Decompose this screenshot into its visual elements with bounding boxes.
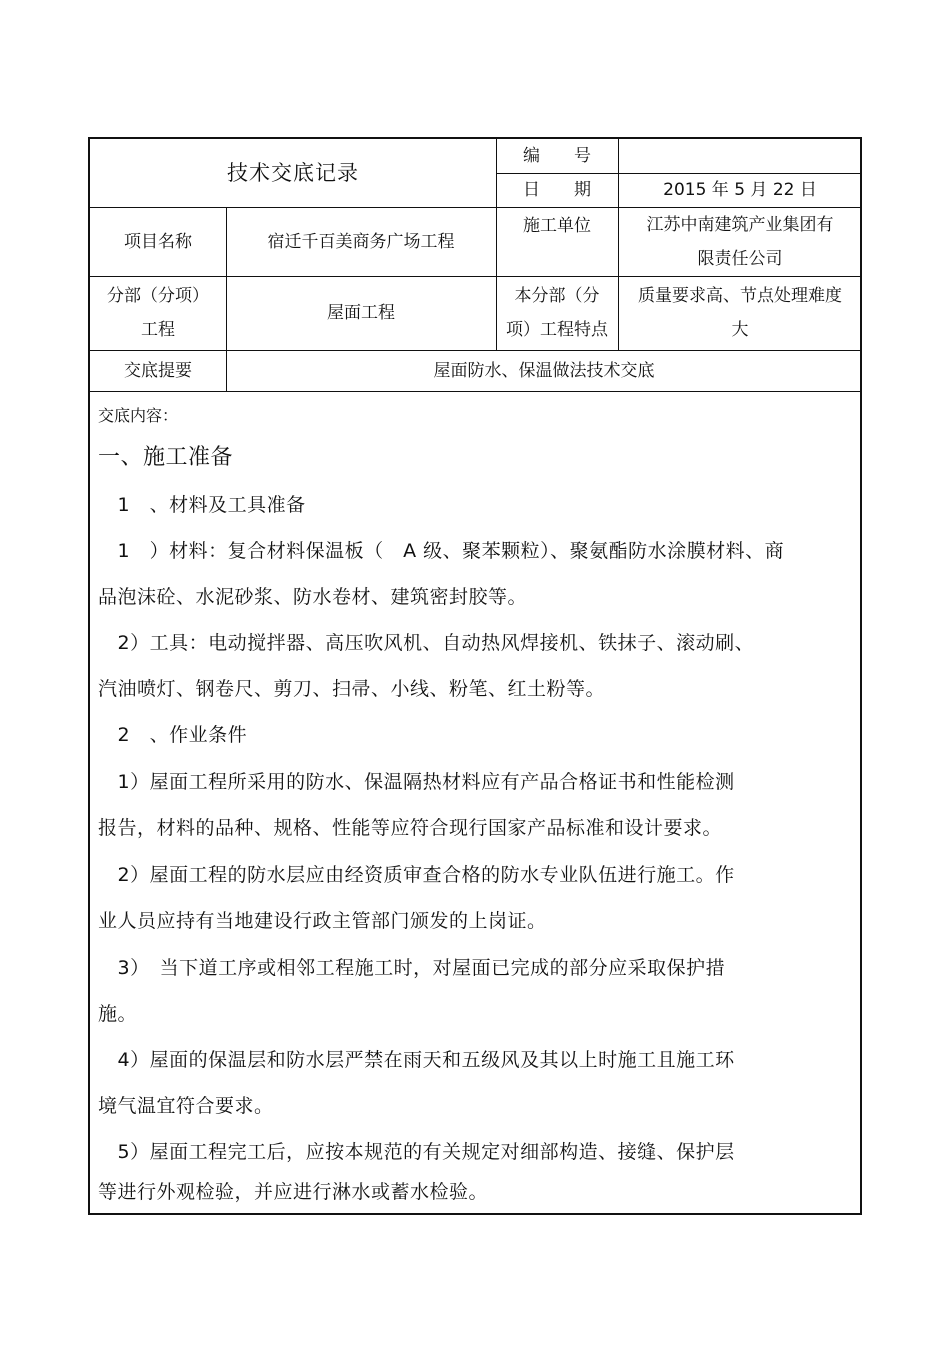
content-line: 1）屋面工程所采用的防水、保温隔热材料应有产品合格证书和性能检测 xyxy=(98,771,735,793)
content-line: 汽油喷灯、钢卷尺、剪刀、扫帚、小线、粉笔、红土粉等。 xyxy=(98,678,606,700)
project-name-value: 宿迁千百美商务广场工程 xyxy=(267,231,455,252)
subproject-label-line: 分部（分项） xyxy=(107,286,209,306)
number-value xyxy=(618,139,862,173)
date-value: 2015 年 5 月 22 日 xyxy=(663,180,817,200)
content-line: 等进行外观检验，并应进行淋水或蓄水检验。 xyxy=(98,1181,489,1203)
construction-unit-value xyxy=(618,207,862,276)
content-line: 4）屋面的保温层和防水层严禁在雨天和五级风及其以上时施工且施工环 xyxy=(98,1049,735,1071)
construction-unit-line: 限责任公司 xyxy=(697,248,783,269)
content-line: 5）屋面工程完工后，应按本规范的有关规定对细部构造、接缝、保护层 xyxy=(98,1141,735,1163)
feature-label-line: 本分部（分 xyxy=(514,286,600,306)
content-line: 3） 当下道工序或相邻工程施工时，对屋面已完成的部分应采取保护措 xyxy=(98,957,726,979)
construction-unit-label: 施工单位 xyxy=(523,216,591,236)
content-line: 1 ）材料：复合材料保温板（ A 级、聚苯颗粒）、聚氨酯防水涂膜材料、商 xyxy=(98,540,785,562)
content-label: 交底内容： xyxy=(98,406,179,425)
content-line: 品泡沫砼、水泥砂浆、防水卷材、建筑密封胶等。 xyxy=(98,586,528,608)
content-line: 2）屋面工程的防水层应由经资质审查合格的防水专业队伍进行施工。作 xyxy=(98,864,735,886)
subproject-value: 屋面工程 xyxy=(327,303,395,323)
row-divider xyxy=(90,391,862,392)
feature-value-line: 质量要求高、节点处理难度 xyxy=(638,286,842,306)
content-line: 报告，材料的品种、规格、性能等应符合现行国家产品标准和设计要求。 xyxy=(98,817,723,839)
summary-value: 屋面防水、保温做法技术交底 xyxy=(433,360,655,381)
content-line: 境气温宜符合要求。 xyxy=(98,1095,274,1117)
content-line: 施。 xyxy=(98,1003,138,1025)
technical-disclosure-form xyxy=(88,137,862,1215)
subsection-heading: 1 、材料及工具准备 xyxy=(98,494,306,516)
feature-label-line: 项）工程特点 xyxy=(506,320,608,340)
feature-value-line: 大 xyxy=(731,320,749,340)
section-heading: 一、施工准备 xyxy=(98,445,234,470)
date-label: 日 期 xyxy=(523,180,591,200)
subproject-label xyxy=(90,276,226,350)
content-line: 2）工具：电动搅拌器、高压吹风机、自动热风焊接机、铁抹子、滚动刷、 xyxy=(98,632,755,654)
form-title: 技术交底记录 xyxy=(227,161,359,185)
feature-value xyxy=(618,276,862,350)
project-name-label: 项目名称 xyxy=(124,231,192,252)
subproject-label-line: 工程 xyxy=(141,320,175,340)
number-label: 编 号 xyxy=(523,146,591,166)
subsection-heading: 2 、作业条件 xyxy=(98,724,248,746)
summary-label: 交底提要 xyxy=(124,360,192,381)
feature-label xyxy=(496,276,618,350)
content-line: 业人员应持有当地建设行政主管部门颁发的上岗证。 xyxy=(98,910,547,932)
construction-unit-line: 江苏中南建筑产业集团有 xyxy=(646,214,834,235)
